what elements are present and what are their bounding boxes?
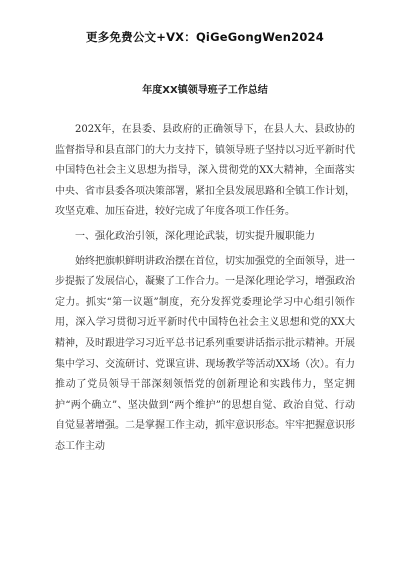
section-heading-1: 一、强化政治引领，深化理论武装，切实提升履职能力 [75, 230, 315, 242]
intro-paragraph: 202X年，在县委、县政府的正确领导下，在县人大、县政协的监督指导和县直部门的大力支持下，镇领导班子坚持以习近平新时代中国特色社会主义思想为指导，深入贯彻党的XX大精神，全面落实中央、省市县委各项决策部署，紧扣全县发展思路和全镇工作计划，攻坚克难、加压奋进，较好完成了年度各项工作任务。 [55, 124, 355, 218]
document-title: 年度XX镇领导班子工作总结 [142, 85, 268, 96]
document-body [55, 120, 355, 462]
watermark-header: 更多免费公文+VX：QiGeGongWen2024 [86, 30, 324, 44]
section-1-paragraph: 始终把旗帜鲜明讲政治摆在首位，切实加强党的全面领导，进一步提振了发展信心，凝聚了工作合力。一是深化理论学习，增强政治定力。抓实“第一议题”制度，充分发挥党委理论学习中心组引领作用，深入学习贯彻习近平新时代中国特色社会主义思想和党的XX大精神，及时跟进学习习近平总书记系列重要讲话指示批示精神。开展集中学习、交流研讨、党课宣讲、现场教学等活动XX场（次）。有力推动了党员领导干部深刻领悟党的创新理论和实践伟力，坚定拥护“两个确立”、坚决做到“两个维护”的思想自觉、政治自觉、行动自觉显著增强。二是掌握工作主动，抓牢意识形态。牢牢把握意识形态工作主动 [55, 255, 355, 452]
